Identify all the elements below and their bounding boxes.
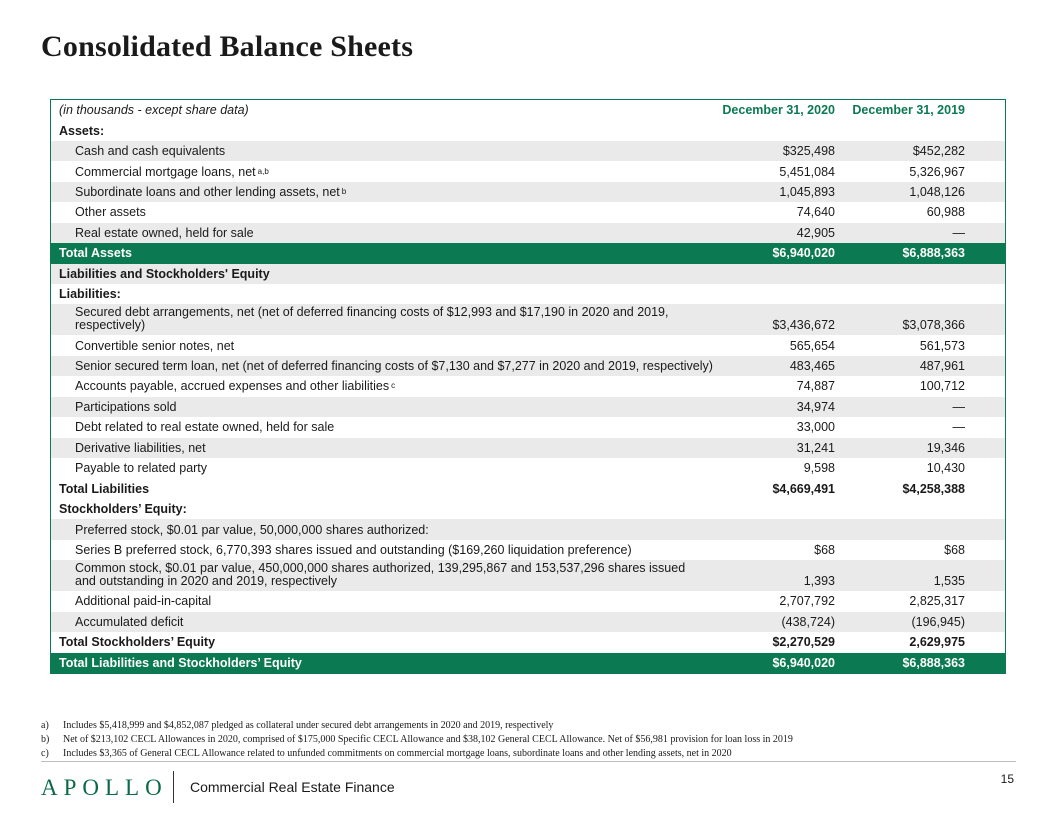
row-label: Series B preferred stock, 6,770,393 shares issued and outstanding ($169,260 liquidation preference) bbox=[75, 542, 632, 557]
table-row bbox=[51, 356, 1005, 376]
value-2020: $6,940,020 bbox=[772, 246, 835, 261]
value-2019: 10,430 bbox=[926, 461, 965, 476]
value-2019: 60,988 bbox=[926, 205, 965, 220]
value-2020: 5,451,084 bbox=[779, 164, 835, 179]
value-2020: 31,241 bbox=[796, 440, 835, 455]
table-row bbox=[51, 223, 1005, 243]
table-row bbox=[51, 632, 1005, 652]
footnote: b) Net of $213,102 CECL Allowances in 2020, comprised of $175,000 Specific CECL Allowance and $38,102 General CECL Allowance. Net of $56,981 provision for loan loss in 2019 bbox=[41, 734, 793, 745]
table-row bbox=[51, 417, 1005, 437]
row-label: Secured debt arrangements, net (net of deferred financing costs of $12,993 and $17,190 in 2020 and 2019, respectively) bbox=[75, 305, 669, 333]
row-label: Total Liabilities bbox=[59, 481, 150, 496]
value-2020: 33,000 bbox=[796, 420, 835, 435]
footnotes bbox=[41, 720, 793, 762]
logo-divider bbox=[173, 771, 174, 803]
value-2020: (438,724) bbox=[781, 614, 835, 629]
value-2019: 2,825,317 bbox=[909, 594, 965, 609]
table-row bbox=[51, 499, 1005, 519]
value-2020: $2,270,529 bbox=[772, 635, 835, 650]
table-header-row bbox=[51, 100, 1005, 120]
table-row bbox=[51, 264, 1005, 284]
row-label: Common stock, $0.01 par value, 450,000,000 shares authorized, 139,295,867 and 153,537,296 shares issued and outstanding in 2020 and 2019, respectively bbox=[75, 561, 686, 589]
table-row bbox=[51, 540, 1005, 560]
value-2019: — bbox=[952, 399, 965, 414]
footnote: a) Includes $5,418,999 and $4,852,087 pledged as collateral under secured debt arrangements in 2020 and 2019, respectively bbox=[41, 720, 554, 731]
table-row bbox=[51, 519, 1005, 539]
value-2019: 561,573 bbox=[919, 338, 965, 353]
table-row bbox=[51, 335, 1005, 355]
value-2020: $6,940,020 bbox=[772, 655, 835, 670]
table-row bbox=[51, 202, 1005, 222]
table-row bbox=[51, 458, 1005, 478]
value-2019: $452,282 bbox=[912, 144, 965, 159]
value-2020: $68 bbox=[814, 542, 835, 557]
table-row bbox=[51, 120, 1005, 140]
units-label: (in thousands - except share data) bbox=[59, 103, 249, 118]
table-row bbox=[51, 612, 1005, 632]
value-2020: 565,654 bbox=[789, 338, 835, 353]
apollo-logo: APOLLO bbox=[41, 775, 168, 800]
row-label: Participations sold bbox=[75, 399, 177, 414]
row-label: Derivative liabilities, net bbox=[75, 440, 206, 455]
table-row bbox=[51, 653, 1005, 673]
value-2019: 1,048,126 bbox=[909, 184, 965, 199]
value-2019: 487,961 bbox=[919, 359, 965, 374]
value-2020: $4,669,491 bbox=[772, 481, 835, 496]
value-2019: 5,326,967 bbox=[909, 164, 965, 179]
row-label: Additional paid-in-capital bbox=[75, 594, 212, 609]
row-label: Commercial mortgage loans, net a,b bbox=[75, 164, 269, 179]
table-row bbox=[51, 284, 1005, 304]
row-label: Other assets bbox=[75, 205, 146, 220]
value-2020: 74,887 bbox=[796, 379, 835, 394]
value-2019: 1,535 bbox=[933, 574, 965, 589]
row-label: Assets: bbox=[59, 123, 105, 138]
value-2020: 34,974 bbox=[796, 399, 835, 414]
value-2019: — bbox=[952, 225, 965, 240]
page-number: 15 bbox=[1000, 772, 1014, 786]
column-header-2020: December 31, 2020 bbox=[722, 103, 835, 118]
table-row bbox=[51, 141, 1005, 161]
value-2019: 100,712 bbox=[919, 379, 965, 394]
table-row bbox=[51, 438, 1005, 458]
row-label: Payable to related party bbox=[75, 461, 208, 476]
table-row bbox=[51, 560, 1005, 591]
value-2019: (196,945) bbox=[911, 614, 965, 629]
value-2019: $4,258,388 bbox=[902, 481, 965, 496]
value-2020: 2,707,792 bbox=[779, 594, 835, 609]
value-2020: $3,436,672 bbox=[772, 318, 835, 333]
page-title: Consolidated Balance Sheets bbox=[41, 30, 414, 63]
value-2020: 1,045,893 bbox=[779, 184, 835, 199]
row-label: Stockholders’ Equity: bbox=[59, 502, 187, 517]
value-2019: $6,888,363 bbox=[902, 655, 965, 670]
row-label: Accumulated deficit bbox=[75, 614, 184, 629]
table-row bbox=[51, 161, 1005, 181]
value-2019: $68 bbox=[944, 542, 965, 557]
row-label: Preferred stock, $0.01 par value, 50,000,000 shares authorized: bbox=[75, 522, 429, 537]
row-label: Cash and cash equivalents bbox=[75, 144, 226, 159]
value-2020: 42,905 bbox=[796, 225, 835, 240]
row-label: Total Stockholders’ Equity bbox=[59, 635, 216, 650]
table-row bbox=[51, 478, 1005, 498]
value-2020: 483,465 bbox=[789, 359, 835, 374]
table-row bbox=[51, 591, 1005, 611]
row-label: Total Liabilities and Stockholders’ Equity bbox=[59, 655, 302, 670]
column-header-2019: December 31, 2019 bbox=[852, 103, 965, 118]
footnote: c) Includes $3,365 of General CECL Allowance related to unfunded commitments on commercial mortgage loans, subordinate loans and other lending assets, net in 2020 bbox=[41, 748, 732, 759]
row-label: Subordinate loans and other lending assets, net b bbox=[75, 184, 347, 199]
table-row bbox=[51, 243, 1005, 263]
value-2020: $325,498 bbox=[782, 144, 835, 159]
row-label: Liabilities and Stockholders' Equity bbox=[59, 266, 270, 281]
table-row bbox=[51, 182, 1005, 202]
row-label: Convertible senior notes, net bbox=[75, 338, 235, 353]
row-label: Liabilities: bbox=[59, 287, 121, 302]
row-label: Debt related to real estate owned, held for sale bbox=[75, 420, 335, 435]
value-2019: $6,888,363 bbox=[902, 246, 965, 261]
value-2019: 2,629,975 bbox=[909, 635, 965, 650]
table-row bbox=[51, 397, 1005, 417]
value-2020: 9,598 bbox=[803, 461, 835, 476]
table-row bbox=[51, 304, 1005, 335]
row-label: Real estate owned, held for sale bbox=[75, 225, 254, 240]
value-2019: — bbox=[952, 420, 965, 435]
row-label: Accounts payable, accrued expenses and other liabilities c bbox=[75, 379, 396, 394]
footer-divider bbox=[41, 761, 1016, 762]
value-2020: 1,393 bbox=[803, 574, 835, 589]
footer-subtitle: Commercial Real Estate Finance bbox=[190, 779, 395, 795]
value-2020: 74,640 bbox=[796, 205, 835, 220]
value-2019: $3,078,366 bbox=[902, 318, 965, 333]
value-2019: 19,346 bbox=[926, 440, 965, 455]
row-label: Total Assets bbox=[59, 246, 132, 261]
balance-sheet-table bbox=[50, 99, 1006, 674]
table-row bbox=[51, 376, 1005, 396]
row-label: Senior secured term loan, net (net of deferred financing costs of $7,130 and $7,277 in 2020 and 2019, respectively) bbox=[75, 359, 713, 374]
